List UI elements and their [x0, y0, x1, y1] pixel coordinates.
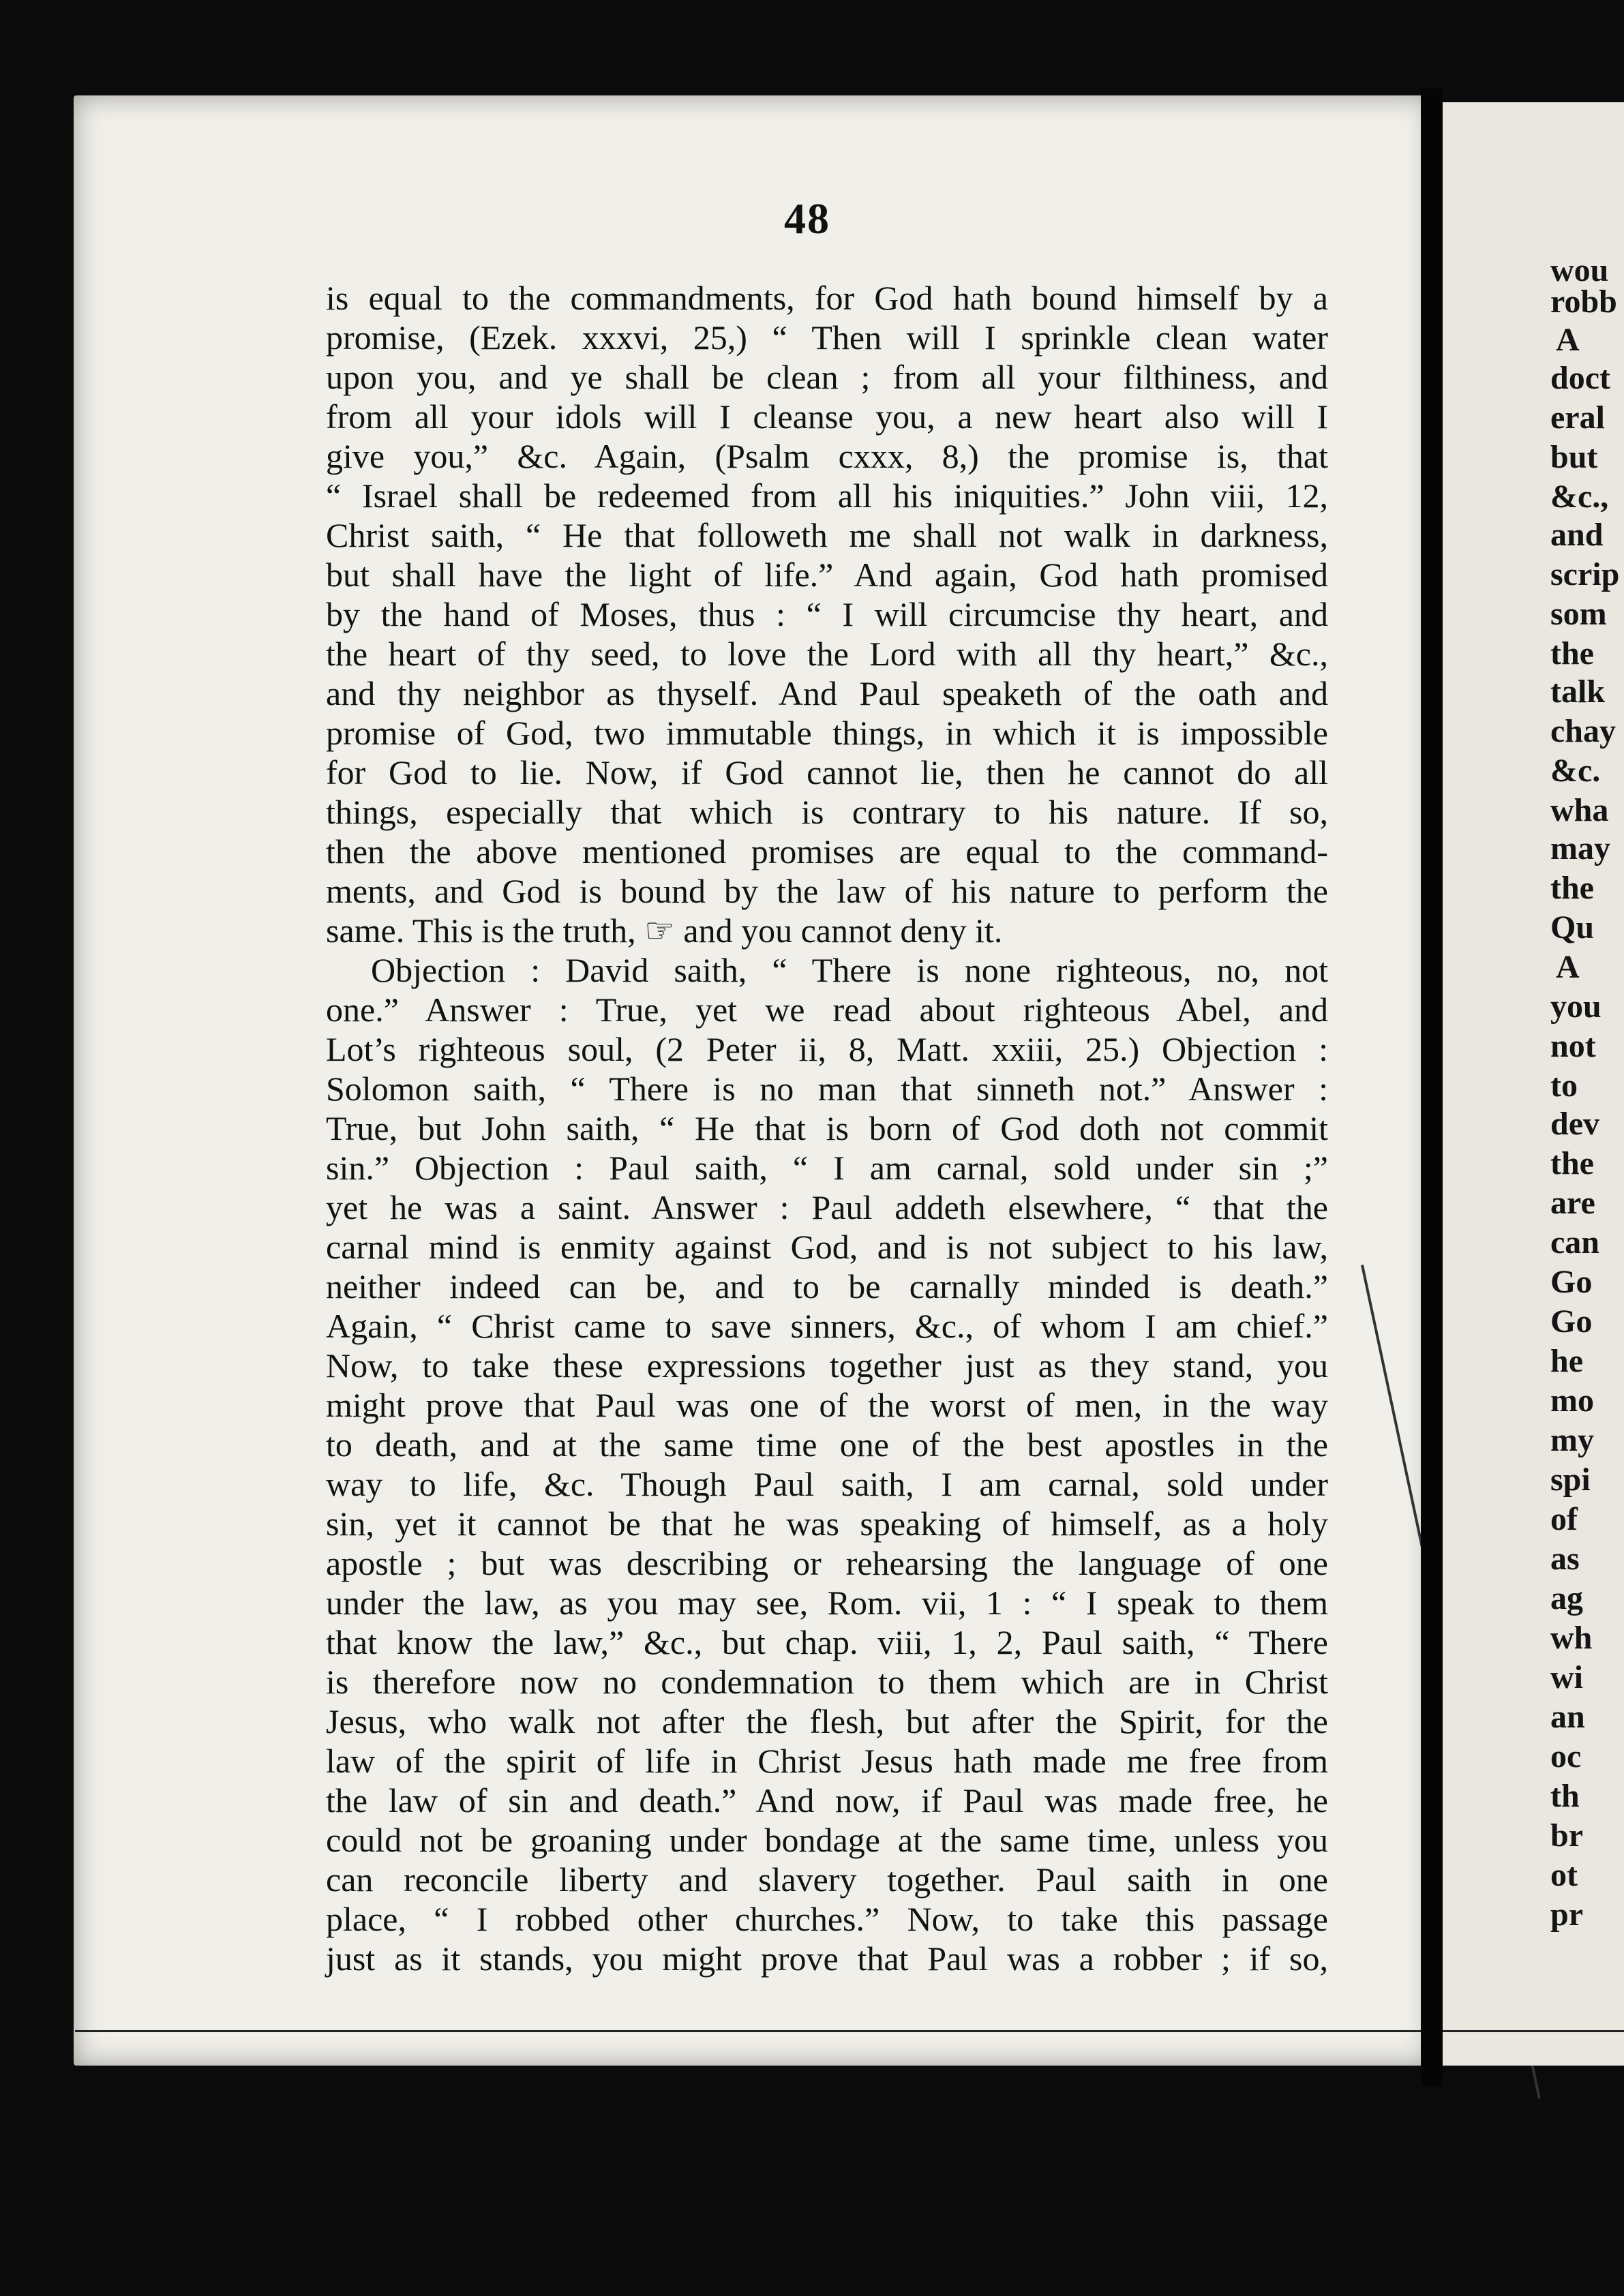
text-line: neither indeed can be, and to be carnally minded is death.”: [326, 1267, 1328, 1305]
facing-page: [1443, 102, 1624, 2066]
text-line: could not be groaning under bondage at the same time, unless you: [326, 1821, 1328, 1859]
facing-page-line-fragment: dev: [1550, 1106, 1599, 1142]
facing-page-line-fragment: doct: [1550, 360, 1610, 396]
facing-page-line-fragment: of: [1550, 1501, 1578, 1537]
facing-page-line-fragment: spi: [1550, 1462, 1591, 1498]
facing-page-line-fragment: ot: [1550, 1857, 1578, 1893]
page-bottom-rule: [75, 2030, 1432, 2032]
facing-page-line-fragment: A: [1556, 949, 1580, 985]
text-line: might prove that Paul was one of the worst of men, in the way: [326, 1386, 1328, 1424]
facing-page-line-fragment: the: [1550, 870, 1594, 906]
facing-page-line-fragment: as: [1550, 1541, 1580, 1577]
text-line: Solomon saith, “ There is no man that sinneth not.” Answer :: [326, 1070, 1328, 1108]
text-line: can reconcile liberty and slavery together. Paul saith in one: [326, 1860, 1328, 1899]
facing-page-line-fragment: Go: [1550, 1264, 1593, 1300]
facing-page-line-fragment: br: [1550, 1817, 1583, 1854]
facing-page-line-fragment: and: [1550, 517, 1604, 553]
text-line: Lot’s righteous soul, (2 Peter ii, 8, Matt. xxiii, 25.) Objection :: [326, 1030, 1328, 1068]
text-line: sin, yet it cannot be that he was speaking of himself, as a holy: [326, 1505, 1328, 1543]
facing-page-line-fragment: th: [1550, 1778, 1580, 1814]
facing-page-line-fragment: scrip: [1550, 556, 1620, 592]
facing-page-line-fragment: wh: [1550, 1620, 1593, 1656]
facing-page-line-fragment: &c.,: [1550, 479, 1609, 515]
text-line: law of the spirit of life in Christ Jesus hath made me free from: [326, 1742, 1328, 1780]
facing-page-line-fragment: Qu: [1550, 909, 1595, 946]
text-line: to death, and at the same time one of the best apostles in the: [326, 1425, 1328, 1464]
facing-page-line-fragment: mo: [1550, 1383, 1594, 1419]
text-line: under the law, as you may see, Rom. vii, 1 : “ I speak to them: [326, 1584, 1328, 1622]
facing-page-line-fragment: wou: [1550, 252, 1609, 288]
text-line: is equal to the commandments, for God hath bound himself by a: [326, 279, 1328, 317]
text-line: Jesus, who walk not after the flesh, but after the Spirit, for the: [326, 1702, 1328, 1740]
text-line: but shall have the light of life.” And again, God hath promised: [326, 556, 1328, 594]
facing-page-line-fragment: an: [1550, 1699, 1585, 1735]
text-line: is therefore now no condemnation to them which are in Christ: [326, 1663, 1328, 1701]
text-line: True, but John saith, “ He that is born of God doth not commit: [326, 1109, 1328, 1147]
text-line: promise of God, two immutable things, in which it is impossible: [326, 714, 1328, 752]
text-line: “ Israel shall be redeemed from all his iniquities.” John viii, 12,: [326, 477, 1328, 515]
text-line: Again, “ Christ came to save sinners, &c., of whom I am chief.”: [326, 1307, 1328, 1345]
text-line: that know the law,” &c., but chap. viii, 1, 2, Paul saith, “ There: [326, 1623, 1328, 1661]
text-line: from all your idols will I cleanse you, a new heart also will I: [326, 397, 1328, 436]
facing-page-line-fragment: the: [1550, 1145, 1594, 1181]
text-line: carnal mind is enmity against God, and is not subject to his law,: [326, 1228, 1328, 1266]
facing-page-line-fragment: but: [1550, 439, 1598, 475]
facing-page-line-fragment: A: [1556, 322, 1580, 358]
text-line: and thy neighbor as thyself. And Paul speaketh of the oath and: [326, 674, 1328, 712]
text-line: yet he was a saint. Answer : Paul addeth elsewhere, “ that the: [326, 1188, 1328, 1226]
text-line: things, especially that which is contrary to his nature. If so,: [326, 793, 1328, 831]
text-line: Christ saith, “ He that followeth me shall not walk in darkness,: [326, 516, 1328, 554]
text-line: ments, and God is bound by the law of his nature to perform the: [326, 872, 1328, 910]
page-number: 48: [784, 194, 830, 243]
facing-page-line-fragment: are: [1550, 1185, 1595, 1221]
facing-page-line-fragment: Go: [1550, 1303, 1593, 1340]
text-line: the law of sin and death.” And now, if Paul was made free, he: [326, 1781, 1328, 1819]
facing-page-rule: [1443, 2030, 1624, 2032]
facing-page-line-fragment: eral: [1550, 399, 1605, 436]
facing-page-line-fragment: pr: [1550, 1897, 1583, 1933]
facing-page-line-fragment: may: [1550, 830, 1610, 866]
facing-page-line-fragment: wi: [1550, 1659, 1583, 1695]
text-line: just as it stands, you might prove that Paul was a robber ; if so,: [326, 1939, 1328, 1978]
facing-page-line-fragment: chay: [1550, 713, 1616, 749]
facing-page-line-fragment: you: [1550, 988, 1602, 1025]
text-line: then the above mentioned promises are equal to the command-: [326, 832, 1328, 871]
facing-page-line-fragment: robb: [1550, 284, 1617, 320]
text-line: Objection : David saith, “ There is none righteous, no, not: [371, 951, 1328, 989]
facing-page-line-fragment: he: [1550, 1343, 1583, 1379]
facing-page-line-fragment: the: [1550, 635, 1594, 671]
facing-page-line-fragment: wha: [1550, 792, 1609, 828]
text-line: apostle ; but was describing or rehearsing the language of one: [326, 1544, 1328, 1582]
text-line: promise, (Ezek. xxxvi, 25,) “ Then will I sprinkle clean water: [326, 318, 1328, 357]
facing-page-line-fragment: my: [1550, 1422, 1594, 1458]
text-line: Now, to take these expressions together just as they stand, you: [326, 1346, 1328, 1385]
facing-page-line-fragment: not: [1550, 1028, 1596, 1064]
text-line: for God to lie. Now, if God cannot lie, then he cannot do all: [326, 753, 1328, 791]
text-line: way to life, &c. Though Paul saith, I am carnal, sold under: [326, 1465, 1328, 1503]
page-body-text: [326, 278, 1328, 1978]
text-line: same. This is the truth, ☞ and you cannot deny it.: [326, 911, 1003, 950]
facing-page-line-fragment: ag: [1550, 1580, 1583, 1616]
text-line: by the hand of Moses, thus : “ I will circumcise thy heart, and: [326, 595, 1328, 633]
text-line: give you,” &c. Again, (Psalm cxxx, 8,) the promise is, that: [326, 437, 1328, 475]
facing-page-line-fragment: to: [1550, 1068, 1578, 1104]
facing-page-line-fragment: oc: [1550, 1738, 1582, 1774]
facing-page-line-fragment: can: [1550, 1224, 1599, 1260]
book-gutter: [1421, 89, 1443, 2086]
text-line: the heart of thy seed, to love the Lord with all thy heart,” &c.,: [326, 635, 1328, 673]
text-line: place, “ I robbed other churches.” Now, to take this passage: [326, 1900, 1328, 1938]
text-line: sin.” Objection : Paul saith, “ I am carnal, sold under sin ;”: [326, 1149, 1328, 1187]
facing-page-line-fragment: som: [1550, 596, 1607, 632]
facing-page-line-fragment: &c.: [1550, 753, 1601, 789]
facing-page-line-fragment: talk: [1550, 674, 1606, 710]
text-line: one.” Answer : True, yet we read about righteous Abel, and: [326, 991, 1328, 1029]
text-line: upon you, and ye shall be clean ; from all your filthiness, and: [326, 358, 1328, 396]
